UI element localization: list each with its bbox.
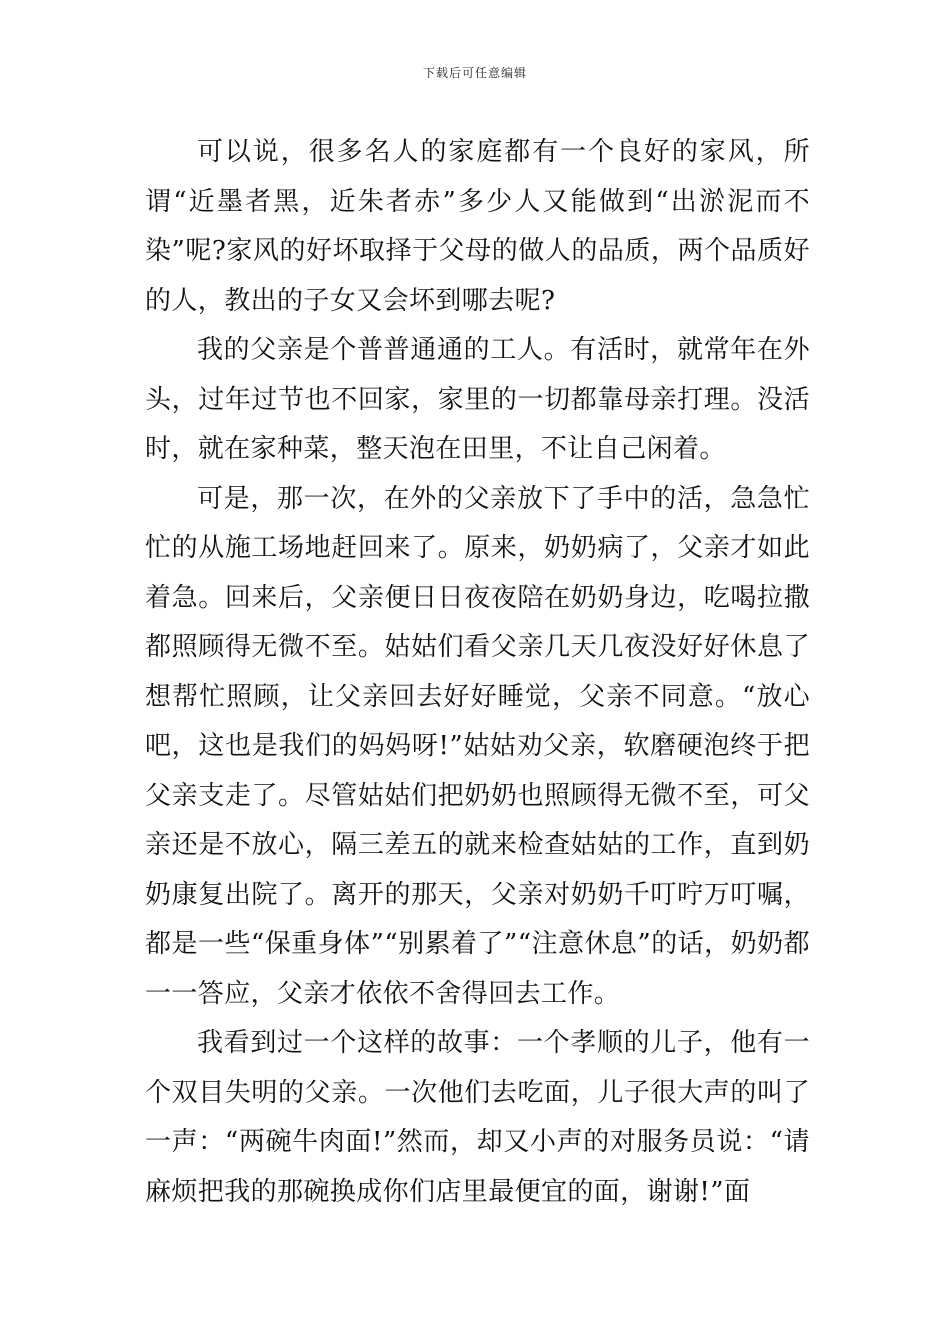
page-header: 下载后可任意编辑 xyxy=(422,66,527,80)
paragraph-2: 我的父亲是个普普通通的工人。有活时，就常年在外头，过年过节也不回家，家里的一切都靠母亲打理。没活时，就在家种菜，整天泡在田里，不让自己闲着。 xyxy=(145,335,810,464)
document-body xyxy=(145,128,810,1217)
paragraph-3: 可是，那一次，在外的父亲放下了手中的活，急急忙忙的从施工场地赶回来了。原来，奶奶病了，父亲才如此着急。回来后，父亲便日日夜夜陪在奶奶身边，吃喝拉撒都照顾得无微不至。姑姑们看父亲几天几夜没好好休息了想帮忙照顾，让父亲回去好好睡觉，父亲不同意。“放心吧，这也是我们的妈妈呀!”姑姑劝父亲，软磨硬泡终于把父亲支走了。尽管姑姑们把奶奶也照顾得无微不至，可父亲还是不放心，隔三差五的就来检查姑姑的工作，直到奶奶康复出院了。离开的那天，父亲对奶奶千叮咛万叮嘱，都是一些“保重身体”“别累着了”“注意休息”的话，奶奶都一一答应，父亲才依依不舍得回去工作。 xyxy=(145,483,810,1009)
paragraph-1: 可以说，很多名人的家庭都有一个良好的家风，所谓“近墨者黑，近朱者赤”多少人又能做到“出淤泥而不染”呢?家风的好坏取择于父母的做人的品质，两个品质好的人，教出的子女又会坏到哪去呢? xyxy=(145,137,810,316)
paragraph-4: 我看到过一个这样的故事：一个孝顺的儿子，他有一个双目失明的父亲。一次他们去吃面，儿子很大声的叫了一声：“两碗牛肉面!”然而，却又小声的对服务员说：“请麻烦把我的那碗换成你们店里最便宜的面，谢谢!”面 xyxy=(145,1028,810,1207)
